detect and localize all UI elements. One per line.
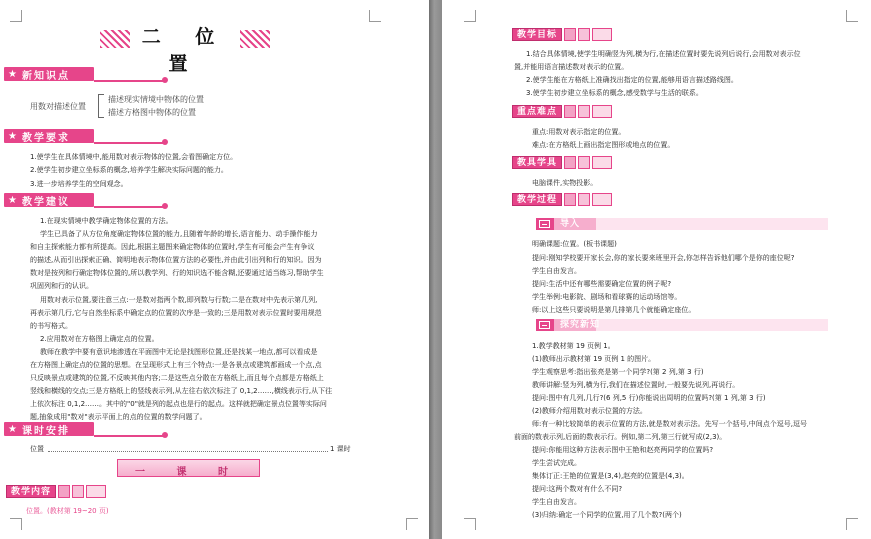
key-point-line: 重点:用数对表示指定的位置。 <box>532 128 626 136</box>
key-points-label: 重点难点 <box>512 105 562 118</box>
key-point-line: 难点:在方格纸上画出指定图形或地点的位置。 <box>532 141 675 149</box>
explore-line: 学生尝试完成。 <box>532 459 581 467</box>
explore-line: 师:有一种比较简单的表示位置的方法,就是数对表示法。先写一个括号,中间点个逗号,逗号 <box>532 420 808 428</box>
intro-line: 提问:生活中还有哪些需要确定位置的例子呢? <box>532 280 672 288</box>
objective-line: 1.结合具体情境,使学生明确竖为列,横为行,在描述位置时要先说列后说行,会用数对表示位 <box>526 50 801 58</box>
explore-line: 集体订正:王艳的位置是(3,4),赵亮的位置是(4,3)。 <box>532 472 689 480</box>
crop-mark <box>464 10 476 22</box>
section-title: 课时安排 <box>21 425 70 437</box>
box-icon <box>539 321 550 329</box>
section-requirements <box>4 129 174 143</box>
section-title: 教学要求 <box>21 132 70 144</box>
chapter-title-text: 二 位 置 <box>130 22 240 76</box>
objective-line: 3.使学生初步建立坐标系的概念,感受数学与生活的联系。 <box>526 89 703 97</box>
star-icon: ★ <box>8 68 19 80</box>
page-gutter <box>429 0 442 539</box>
suggestion-line: 1.在现实情境中教学确定物体位置的方法。 <box>40 217 173 225</box>
suggestion-line: 和自主探索能力都有所提高。因此,根据主题图来确定物体的位置时,学生有可能会产生有争议 <box>30 243 315 251</box>
explore-line: (3)归纳:确定一个同学的位置,用了几个数?(两个) <box>532 511 682 519</box>
section-new-knowledge <box>4 67 174 81</box>
suggestion-line: 2.应用数对在方格图上确定点的位置。 <box>40 335 159 343</box>
explore-line: 学生观察思考:指出张亮是第一个同学?(第 2 列,第 3 行) <box>532 368 704 376</box>
tools-text: 电脑课件,实物投影。 <box>532 179 598 187</box>
objectives-label: 教学目标 <box>512 28 562 41</box>
leader-dots <box>48 451 328 452</box>
suggestion-line: 学生已具备了从方位角度确定物体位置的能力,且随着年龄的增长,语言能力、动手操作能力 <box>40 230 318 238</box>
requirement-line: 2.使学生初步建立坐标系的概念,培养学生解决实际问题的能力。 <box>30 166 228 174</box>
section-suggestions <box>4 193 174 207</box>
intro-line: 师:以上这些只要说明是第几排第几个就能确定座位。 <box>532 306 696 314</box>
requirement-line: 1.使学生在具体情境中,能用数对表示物体的位置,会看图确定方位。 <box>30 153 238 161</box>
explore-line: 提问:这两个数对有什么不同? <box>532 485 623 493</box>
suggestion-line: 上依次标注 0,1,2……。其中的"0"就是列的起点也是行的起点。这样就把确定景点位置等实际问 <box>30 400 327 408</box>
crop-mark <box>464 518 476 530</box>
intro-line: 学生举例:电影院、剧场和看球赛的运动场馆等。 <box>532 293 682 301</box>
stage-intro-bar <box>536 218 828 230</box>
explore-line: 1.教学教材第 19 页例 1。 <box>532 342 615 350</box>
stage-explore-bar <box>536 319 828 331</box>
process-heading <box>512 193 612 206</box>
suggestion-line: 竖线和横线的交点;三是方格纸上的竖线表示列,从左往右依次标注了 0,1,2……,横线表示行,从下往 <box>30 387 333 395</box>
content-heading <box>6 485 106 498</box>
content-text: 位置。(教材第 19~20 页) <box>26 507 109 515</box>
suggestion-line: 教师在教学中要有意识地渗透在平面图中无论是找图形位置,还是找某一地点,都可以看成是 <box>40 348 318 356</box>
explore-line: 前面的数表示列,后面的数表示行。例如,第二列,第三行就写成(2,3)。 <box>514 433 727 441</box>
suggestion-line: 数对是按列和行确定物体位置的,所以教学列、行的知识选不能含糊,还要通过适当练习,帮助学生 <box>30 269 324 277</box>
knowledge-item: 描述现实情境中物体的位置 <box>108 95 204 104</box>
lesson-banner-text: 一 课 时 <box>135 467 242 478</box>
lesson-banner <box>117 459 260 477</box>
suggestion-line: 的书写格式。 <box>30 322 72 330</box>
crop-mark <box>406 518 418 530</box>
stage-title: 导入 <box>560 219 581 229</box>
tools-label: 教具学具 <box>512 156 562 169</box>
explore-line: 学生自由发言。 <box>532 498 581 506</box>
stage-title: 探究新知 <box>560 320 601 330</box>
explore-line: 教师讲解:竖为列,横为行,我们在描述位置时,一般要先说列,再说行。 <box>532 381 740 389</box>
crop-mark <box>846 10 858 22</box>
explore-line: (2)教师介绍用数对表示位置的方法。 <box>532 407 647 415</box>
suggestion-line: 再表示第几行,它与自然坐标系中确定点的位置的次序是一致的;三是用数对表示位置时要用规范 <box>30 309 322 317</box>
explore-line: 提问:图中有几列,几行?(6 列,5 行)你能说出周明的位置吗?(第 1 列,第 3 行) <box>532 394 766 402</box>
intro-line: 学生自由发言。 <box>532 267 581 275</box>
process-label: 教学过程 <box>512 193 562 206</box>
tools-heading <box>512 156 612 169</box>
crop-mark <box>369 10 381 22</box>
objectives-heading <box>512 28 612 41</box>
suggestion-line: 的描述,从而引出探索正确、简明地表示物体位置方法的必要性,并由此引出列和行的知识。因为 <box>30 256 322 264</box>
knowledge-tree <box>30 94 240 120</box>
brace-icon <box>98 94 104 118</box>
objective-line: 置,并能用语言描述数对表示的位置。 <box>514 63 629 71</box>
box-icon <box>539 220 550 228</box>
section-title: 教学建议 <box>21 196 70 208</box>
suggestion-line: 在方格图上确定点的位置的思想。在呈现形式上有三个特点:一是各景点或建筑都画成一个点,点 <box>30 361 322 369</box>
content-label: 教学内容 <box>6 485 56 498</box>
suggestion-line: 巩固列和行的认识。 <box>30 282 93 290</box>
schedule-item: 位置 <box>30 445 44 453</box>
intro-line: 明确课题:位置。(板书课题) <box>532 240 617 248</box>
key-points-heading <box>512 105 612 118</box>
star-icon: ★ <box>8 130 19 142</box>
knowledge-item: 描述方格图中物体的位置 <box>108 108 196 117</box>
explore-line: (1)教师出示教材第 19 页例 1 的图片。 <box>532 355 656 363</box>
explore-line: 提问:你能用这种方法表示图中王艳和赵亮两同学的位置吗? <box>532 446 714 454</box>
section-schedule <box>4 422 174 436</box>
suggestion-line: 只反映景点或建筑的位置,不反映其他内容;二是这些点分散在方格纸上,而且每个点都是方格纸上 <box>30 374 324 382</box>
section-title: 新知识点 <box>21 70 70 82</box>
suggestion-line: 用数对表示位置,要注意三点:一是数对指两个数,即列数与行数;二是在数对中先表示第几列, <box>40 296 318 304</box>
knowledge-root: 用数对描述位置 <box>30 102 86 111</box>
crop-mark <box>846 518 858 530</box>
schedule-count: 1 课时 <box>330 445 351 453</box>
left-page <box>0 0 429 539</box>
star-icon: ★ <box>8 194 19 206</box>
crop-mark <box>10 518 22 530</box>
intro-line: 提问:刚知学校要开家长会,你的家长要来班里开会,你怎样告诉他们哪个是你的座位呢? <box>532 254 795 262</box>
requirement-line: 3.进一步培养学生的空间观念。 <box>30 180 128 188</box>
chapter-title <box>100 22 270 75</box>
suggestion-line: 题,抽象成用"数对"表示平面上的点的位置的数学问题了。 <box>30 413 207 421</box>
objective-line: 2.使学生能在方格纸上准确找出指定的位置,能够用语言描述路线图。 <box>526 76 738 84</box>
crop-mark <box>10 10 22 22</box>
star-icon: ★ <box>8 423 19 435</box>
